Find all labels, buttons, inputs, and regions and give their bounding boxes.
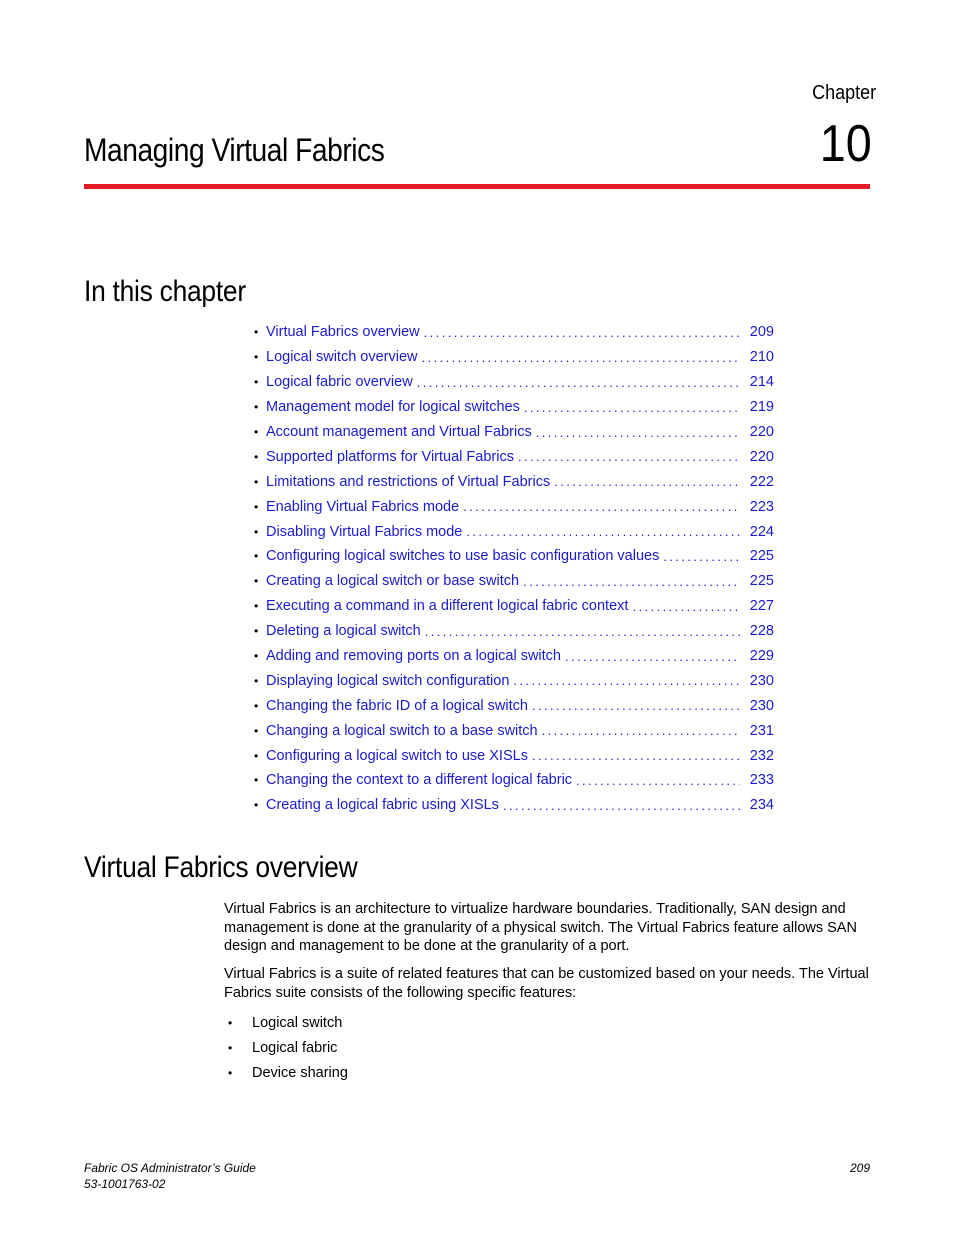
footer-doc-number: 53-1001763-02 (84, 1177, 166, 1191)
bullet-icon: • (254, 698, 259, 713)
chapter-title-rule (84, 184, 870, 189)
feature-label: Logical switch (252, 1014, 343, 1031)
bullet-icon: • (254, 798, 259, 813)
bullet-icon: • (254, 375, 259, 390)
bullet-icon: • (254, 425, 259, 439)
bullet-icon: • (254, 748, 259, 763)
toc-link[interactable]: Executing a command in a different logical fabric context (266, 598, 629, 615)
toc-item[interactable] (254, 644, 774, 669)
toc-item[interactable] (254, 569, 774, 594)
bullet-icon: • (254, 524, 259, 539)
toc-page-number[interactable]: 209 (749, 324, 774, 341)
toc-page-number[interactable]: 228 (749, 623, 774, 640)
toc-link[interactable]: Changing a logical switch to a base switch (266, 722, 538, 739)
toc-item[interactable] (254, 594, 774, 619)
toc-page-number[interactable]: 229 (749, 648, 774, 665)
bullet-icon: • (254, 499, 259, 514)
toc-link[interactable]: Management model for logical switches (266, 399, 520, 416)
toc-leader (503, 798, 740, 813)
chapter-label: Chapter (811, 82, 876, 104)
toc-item[interactable] (254, 420, 774, 445)
toc-leader (536, 425, 740, 440)
toc-item[interactable] (254, 693, 774, 718)
chapter-number: 10 (819, 115, 872, 173)
toc-leader (463, 499, 740, 514)
toc-link[interactable]: Configuring logical switches to use basic configuration values (266, 548, 660, 565)
feature-item (224, 1060, 348, 1085)
toc-page-number[interactable]: 230 (749, 672, 774, 689)
toc-leader (542, 723, 740, 738)
toc-leader (424, 325, 740, 340)
toc-leader (513, 673, 740, 688)
bullet-icon: • (254, 449, 259, 464)
toc-item[interactable] (254, 793, 774, 818)
footer-guide-title: Fabric OS Administrator’s Guide (84, 1161, 256, 1175)
toc-heading: In this chapter (84, 275, 246, 308)
bullet-icon: • (228, 1065, 233, 1080)
toc-link[interactable]: Deleting a logical switch (266, 623, 421, 640)
footer-left (84, 1160, 256, 1192)
toc-item[interactable] (254, 320, 774, 345)
bullet-icon: • (228, 1015, 233, 1030)
toc-link[interactable]: Disabling Virtual Fabrics mode (266, 523, 463, 540)
toc-leader (663, 549, 740, 564)
toc-item[interactable] (254, 718, 774, 743)
toc-leader (425, 624, 740, 639)
toc-list (254, 320, 774, 818)
toc-link[interactable]: Changing the fabric ID of a logical switch (266, 697, 528, 714)
toc-page-number[interactable]: 230 (749, 697, 774, 714)
toc-item[interactable] (254, 668, 774, 693)
toc-page-number[interactable]: 225 (749, 548, 774, 565)
toc-page-number[interactable]: 223 (749, 498, 774, 515)
toc-page-number[interactable]: 231 (749, 722, 774, 739)
toc-item[interactable] (254, 519, 774, 544)
toc-leader (565, 649, 740, 664)
bullet-icon: • (254, 574, 259, 589)
toc-page-number[interactable]: 220 (749, 448, 774, 465)
bullet-icon: • (254, 624, 259, 639)
toc-page-number[interactable]: 233 (749, 772, 774, 789)
toc-link[interactable]: Limitations and restrictions of Virtual Fabrics (266, 473, 551, 490)
bullet-icon: • (254, 673, 259, 688)
bullet-icon: • (254, 350, 259, 365)
bullet-icon: • (254, 325, 259, 340)
toc-item[interactable] (254, 370, 774, 395)
feature-item (224, 1035, 348, 1060)
toc-page-number[interactable]: 219 (749, 399, 774, 416)
bullet-icon: • (254, 549, 259, 564)
feature-label: Device sharing (252, 1064, 348, 1081)
toc-page-number[interactable]: 224 (749, 523, 774, 540)
toc-page-number[interactable]: 225 (749, 573, 774, 590)
toc-item[interactable] (254, 345, 774, 370)
bullet-icon: • (254, 599, 259, 614)
feature-label: Logical fabric (252, 1039, 338, 1056)
toc-page-number[interactable]: 220 (749, 424, 774, 440)
toc-link[interactable]: Logical fabric overview (266, 374, 413, 391)
toc-leader (532, 748, 740, 763)
toc-leader (518, 449, 740, 464)
chapter-title: Managing Virtual Fabrics (84, 132, 385, 168)
toc-page-number[interactable]: 214 (749, 374, 774, 391)
toc-item[interactable] (254, 469, 774, 494)
toc-link[interactable]: Configuring a logical switch to use XISLs (266, 747, 528, 764)
overview-paragraph-1: Virtual Fabrics is an architecture to virtualize hardware boundaries. Traditionally, SAN design and management is done at the granularity of a physical switch. The Virtual Fabrics feature allows SAN design and management to be done at the granularity of a port. (224, 901, 857, 954)
toc-item[interactable] (254, 544, 774, 569)
toc-page-number[interactable]: 234 (749, 797, 774, 814)
toc-leader (554, 474, 740, 489)
toc-link[interactable]: Changing the context to a different logical fabric (266, 772, 573, 789)
toc-link[interactable]: Virtual Fabrics overview (266, 324, 420, 341)
toc-page-number[interactable]: 232 (749, 747, 774, 764)
toc-page-number[interactable]: 227 (749, 598, 774, 615)
toc-item[interactable] (254, 743, 774, 768)
toc-leader (576, 773, 740, 788)
toc-link[interactable]: Adding and removing ports on a logical switch (266, 648, 561, 665)
toc-item[interactable] (254, 395, 774, 420)
toc-leader (422, 350, 740, 365)
toc-page-number[interactable]: 210 (749, 349, 774, 366)
feature-item (224, 1010, 348, 1035)
toc-link[interactable]: Account management and Virtual Fabrics (266, 424, 532, 440)
toc-link[interactable]: Enabling Virtual Fabrics mode (266, 498, 460, 515)
toc-item[interactable] (254, 768, 774, 793)
bullet-icon: • (254, 773, 259, 788)
toc-link[interactable]: Creating a logical switch or base switch (266, 573, 520, 590)
toc-page-number[interactable]: 222 (749, 473, 774, 490)
feature-list (224, 1010, 348, 1085)
toc-leader (466, 524, 740, 539)
toc-item[interactable] (254, 444, 774, 469)
toc-link[interactable]: Logical switch overview (266, 349, 418, 366)
toc-leader (532, 698, 740, 713)
overview-paragraph-2: Virtual Fabrics is a suite of related features that can be customized based on your needs. The Virtual Fabrics suite consists of the following specific features: (224, 966, 869, 1001)
bullet-icon: • (254, 400, 259, 415)
toc-leader (524, 400, 740, 415)
toc-link[interactable]: Creating a logical fabric using XISLs (266, 797, 499, 814)
toc-link[interactable]: Supported platforms for Virtual Fabrics (266, 448, 514, 465)
toc-link[interactable]: Displaying logical switch configuration (266, 672, 510, 689)
bullet-icon: • (254, 723, 259, 738)
toc-leader (632, 599, 740, 614)
toc-item[interactable] (254, 619, 774, 644)
overview-heading: Virtual Fabrics overview (84, 851, 358, 884)
bullet-icon: • (228, 1040, 233, 1055)
bullet-icon: • (254, 649, 259, 664)
toc-leader (523, 574, 740, 589)
toc-item[interactable] (254, 494, 774, 519)
bullet-icon: • (254, 474, 259, 489)
toc-leader (417, 375, 740, 390)
footer-page-number: 209 (849, 1161, 870, 1175)
